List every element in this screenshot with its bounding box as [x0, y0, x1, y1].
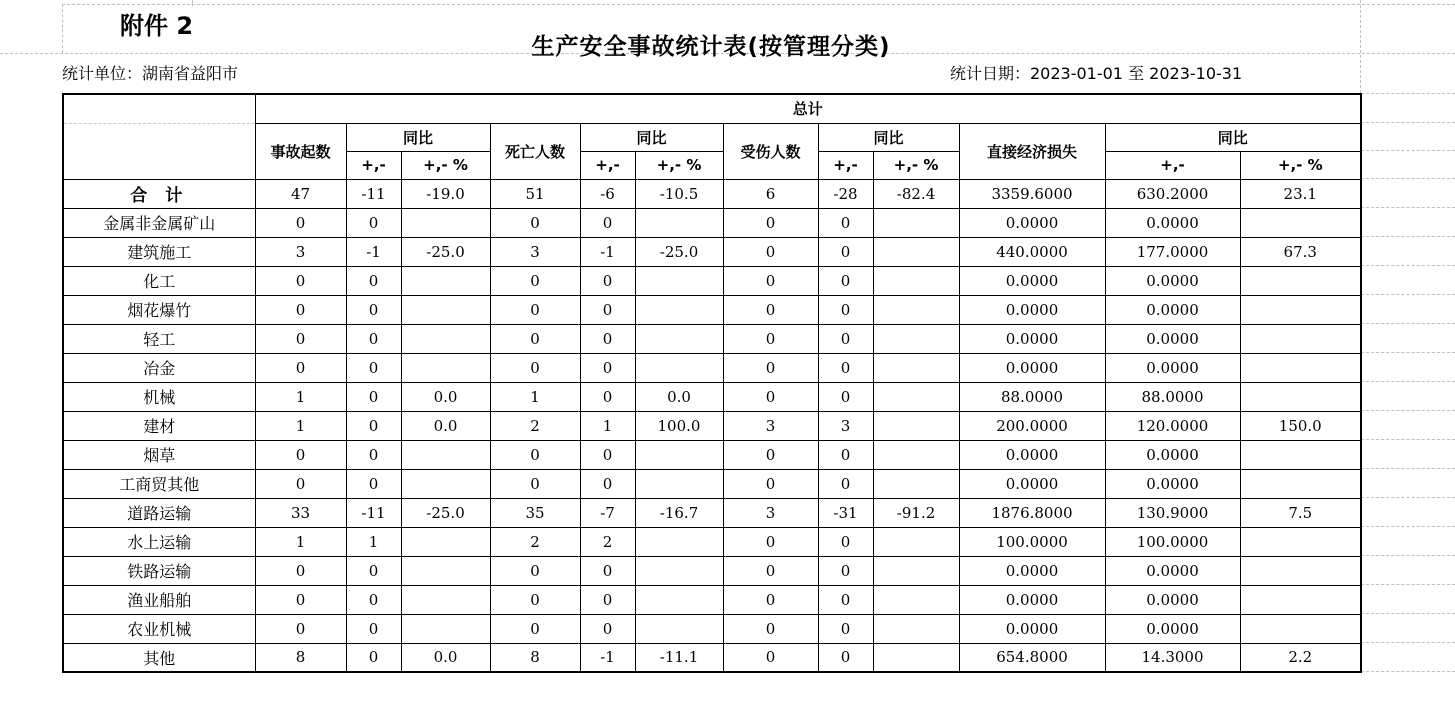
cell: 0: [723, 556, 818, 585]
yoy-header: 同比: [818, 123, 959, 151]
cell: -10.5: [635, 179, 723, 208]
row-gridline-extension: [1361, 323, 1455, 324]
cell: 0: [818, 353, 873, 382]
cell: [635, 556, 723, 585]
cell: 0.0000: [1105, 614, 1240, 643]
cell: 0: [346, 469, 401, 498]
cell: 0: [255, 585, 346, 614]
row-label: 化工: [63, 266, 255, 295]
table-row: [63, 237, 1361, 266]
cell: 0.0000: [959, 440, 1105, 469]
cell: 1876.8000: [959, 498, 1105, 527]
cell: 100.0: [635, 411, 723, 440]
cell: [1240, 614, 1361, 643]
cell: [1240, 353, 1361, 382]
cell: 0: [818, 527, 873, 556]
yoy-header: 同比: [346, 123, 490, 151]
yoy-pct-header: +,- %: [635, 151, 723, 179]
cell: 0: [346, 614, 401, 643]
cell: 51: [490, 179, 580, 208]
cell: 0: [818, 382, 873, 411]
cell: 0: [723, 585, 818, 614]
table-row: [63, 266, 1361, 295]
cell: [635, 614, 723, 643]
row-label: 其他: [63, 643, 255, 672]
row-label: 轻工: [63, 324, 255, 353]
cell: 2: [580, 527, 635, 556]
cell: 0.0000: [1105, 585, 1240, 614]
row-label: 渔业船舶: [63, 585, 255, 614]
cell: 3: [723, 498, 818, 527]
cell: [401, 353, 490, 382]
table-row: [63, 179, 1361, 208]
cell: [635, 266, 723, 295]
row-label: 建材: [63, 411, 255, 440]
cell: -11: [346, 498, 401, 527]
cell: [635, 469, 723, 498]
cell: 0: [580, 440, 635, 469]
cell: 3: [818, 411, 873, 440]
metric-header-injuries: 受伤人数: [723, 123, 818, 179]
cell: [401, 469, 490, 498]
table-row: [63, 440, 1361, 469]
cell: [873, 324, 959, 353]
cell: [401, 585, 490, 614]
yoy-pct-header: +,- %: [401, 151, 490, 179]
cell: [635, 527, 723, 556]
cell: 7.5: [1240, 498, 1361, 527]
cell: [873, 440, 959, 469]
row-gridline-extension: [1361, 642, 1455, 643]
cell: [1240, 266, 1361, 295]
cell: [873, 295, 959, 324]
yoy-diff-header: +,-: [1105, 151, 1240, 179]
cell: 0: [346, 208, 401, 237]
row-gridline-extension: [1361, 236, 1455, 237]
row-gridline-extension: [1361, 410, 1455, 411]
cell: 0: [818, 643, 873, 672]
cell: 0: [490, 353, 580, 382]
metric-header-accidents: 事故起数: [255, 123, 346, 179]
table-row: [63, 382, 1361, 411]
cell: [401, 324, 490, 353]
cell: 33: [255, 498, 346, 527]
cell: -1: [346, 237, 401, 266]
cell: -7: [580, 498, 635, 527]
cell: 0: [580, 382, 635, 411]
cell: -19.0: [401, 179, 490, 208]
cell: [401, 614, 490, 643]
cell: 0: [346, 266, 401, 295]
yoy-pct-header: +,- %: [1240, 151, 1361, 179]
yoy-diff-header: +,-: [346, 151, 401, 179]
row-label: 建筑施工: [63, 237, 255, 266]
yoy-header: 同比: [1105, 123, 1361, 151]
cell: [873, 411, 959, 440]
cell: 0: [490, 469, 580, 498]
cell: [401, 208, 490, 237]
cell: [635, 440, 723, 469]
cell: 0: [346, 324, 401, 353]
cell: -25.0: [401, 237, 490, 266]
cell: 0: [255, 556, 346, 585]
page-break-dash-in-cell: [64, 123, 255, 124]
cell: 1: [490, 382, 580, 411]
cell: 0: [255, 295, 346, 324]
category-column-header: [63, 94, 255, 179]
cell: 0.0000: [959, 324, 1105, 353]
cell: 0: [723, 324, 818, 353]
cell: 1: [346, 527, 401, 556]
cell: 88.0000: [959, 382, 1105, 411]
cell: 2: [490, 411, 580, 440]
cell: [635, 324, 723, 353]
cell: [1240, 527, 1361, 556]
cell: -91.2: [873, 498, 959, 527]
cell: 3: [490, 237, 580, 266]
cell: 0: [723, 237, 818, 266]
cell: 0: [255, 469, 346, 498]
cell: 0: [255, 208, 346, 237]
cell: [873, 469, 959, 498]
cell: 0: [580, 556, 635, 585]
stats-unit-label: 统计单位：湖南省益阳市: [62, 64, 239, 83]
cell: 47: [255, 179, 346, 208]
cell: [873, 556, 959, 585]
cell: 0: [490, 440, 580, 469]
cell: -25.0: [401, 498, 490, 527]
cell: 0.0000: [959, 614, 1105, 643]
cell: 0.0000: [1105, 266, 1240, 295]
table-row: [63, 556, 1361, 585]
cell: 0: [580, 324, 635, 353]
row-gridline-extension: [1361, 381, 1455, 382]
row-gridline-extension: [1361, 613, 1455, 614]
statistics-table: [62, 93, 1362, 673]
cell: 0: [818, 585, 873, 614]
cell: 0: [490, 585, 580, 614]
cell: 2: [490, 527, 580, 556]
cell: 0: [818, 614, 873, 643]
yoy-pct-header: +,- %: [873, 151, 959, 179]
row-gridline-extension: [1361, 207, 1455, 208]
cell: 440.0000: [959, 237, 1105, 266]
row-gridline-extension: [1361, 468, 1455, 469]
cell: 0: [818, 440, 873, 469]
metric-header-economic-loss: 直接经济损失: [959, 123, 1105, 179]
total-span-header: 总计: [255, 94, 1361, 123]
row-label: 冶金: [63, 353, 255, 382]
cell: [873, 237, 959, 266]
cell: 630.2000: [1105, 179, 1240, 208]
table-row: [63, 411, 1361, 440]
cell: 3: [723, 411, 818, 440]
row-gridline-extension: [1361, 294, 1455, 295]
cell: 0: [346, 643, 401, 672]
yoy-header: 同比: [580, 123, 723, 151]
cell: 0: [723, 614, 818, 643]
cell: 0: [723, 295, 818, 324]
cell: 1: [580, 411, 635, 440]
cell: 0.0000: [959, 556, 1105, 585]
cell: 0: [346, 411, 401, 440]
cell: 0: [255, 266, 346, 295]
cell: 6: [723, 179, 818, 208]
cell: 150.0: [1240, 411, 1361, 440]
cell: [873, 208, 959, 237]
row-label: 机械: [63, 382, 255, 411]
cell: -1: [580, 237, 635, 266]
cell: 0: [580, 585, 635, 614]
cell: 1: [255, 411, 346, 440]
cell: [401, 527, 490, 556]
cell: [635, 353, 723, 382]
cell: 0.0000: [959, 353, 1105, 382]
table-row: [63, 585, 1361, 614]
row-gridline-extension: [1361, 526, 1455, 527]
cell: 0: [580, 295, 635, 324]
cell: 0.0000: [1105, 440, 1240, 469]
cell: 0: [255, 440, 346, 469]
cell: 0: [818, 324, 873, 353]
cell: [1240, 324, 1361, 353]
cell: -25.0: [635, 237, 723, 266]
cell: [1240, 469, 1361, 498]
cell: [873, 353, 959, 382]
cell: 0.0000: [959, 295, 1105, 324]
cell: 2.2: [1240, 643, 1361, 672]
row-label: 道路运输: [63, 498, 255, 527]
cell: 0: [346, 295, 401, 324]
row-label: 合 计: [63, 179, 255, 208]
cell: 14.3000: [1105, 643, 1240, 672]
cell: -11.1: [635, 643, 723, 672]
cell: 0: [346, 585, 401, 614]
page-break-line-right: [1360, 0, 1361, 93]
yoy-diff-header: +,-: [580, 151, 635, 179]
cell: 0: [346, 382, 401, 411]
cell: [401, 295, 490, 324]
cell: [1240, 585, 1361, 614]
cell: [1240, 440, 1361, 469]
cell: -6: [580, 179, 635, 208]
table-row: [63, 643, 1361, 672]
table-row: [63, 295, 1361, 324]
row-gridline-extension: [1361, 555, 1455, 556]
metric-header-deaths: 死亡人数: [490, 123, 580, 179]
row-gridline-extension: [1361, 584, 1455, 585]
cell: [401, 266, 490, 295]
yoy-diff-header: +,-: [818, 151, 873, 179]
cell: 654.8000: [959, 643, 1105, 672]
cell: 0: [255, 324, 346, 353]
cell: 0.0000: [959, 469, 1105, 498]
cell: 0: [580, 614, 635, 643]
cell: 0: [818, 266, 873, 295]
cell: [1240, 556, 1361, 585]
cell: 0.0000: [1105, 324, 1240, 353]
cell: 0.0: [401, 643, 490, 672]
table-row: [63, 353, 1361, 382]
row-gridline-extension: [1361, 265, 1455, 266]
cell: [873, 382, 959, 411]
cell: 0.0: [635, 382, 723, 411]
cell: 0.0000: [1105, 556, 1240, 585]
cell: [873, 266, 959, 295]
table-row: [63, 527, 1361, 556]
cell: 0: [490, 614, 580, 643]
cell: -31: [818, 498, 873, 527]
stats-date-label: 统计日期：2023-01-01 至 2023-10-31: [950, 64, 1243, 83]
cell: 0: [818, 237, 873, 266]
row-label: 农业机械: [63, 614, 255, 643]
cell: [401, 556, 490, 585]
cell: -16.7: [635, 498, 723, 527]
row-gridline-extension: [1361, 671, 1455, 672]
cell: 67.3: [1240, 237, 1361, 266]
cell: [873, 614, 959, 643]
cell: 0: [580, 208, 635, 237]
row-label: 烟花爆竹: [63, 295, 255, 324]
cell: 0.0000: [959, 208, 1105, 237]
table-row: [63, 469, 1361, 498]
row-gridline-extension: [1361, 178, 1455, 179]
row-label: 水上运输: [63, 527, 255, 556]
cell: 130.9000: [1105, 498, 1240, 527]
cell: 3: [255, 237, 346, 266]
cell: 100.0000: [959, 527, 1105, 556]
page-break-line-top: [62, 4, 1455, 5]
cell: 0: [490, 295, 580, 324]
cell: 0: [818, 295, 873, 324]
cell: 3359.6000: [959, 179, 1105, 208]
row-gridline-extension: [1361, 150, 1455, 151]
cell: -11: [346, 179, 401, 208]
table-row: [63, 324, 1361, 353]
cell: 0: [255, 614, 346, 643]
cell: [635, 585, 723, 614]
table-row: [63, 614, 1361, 643]
cell: 1: [255, 527, 346, 556]
cell: -28: [818, 179, 873, 208]
cell: [1240, 295, 1361, 324]
cell: 8: [255, 643, 346, 672]
cell: 200.0000: [959, 411, 1105, 440]
cell: 0.0000: [959, 585, 1105, 614]
cell: 100.0000: [1105, 527, 1240, 556]
cell: [873, 643, 959, 672]
row-label: 铁路运输: [63, 556, 255, 585]
cell: 0: [490, 324, 580, 353]
cell: 0.0000: [1105, 353, 1240, 382]
cell: 0: [818, 208, 873, 237]
table-row: [63, 208, 1361, 237]
cell: 0: [490, 208, 580, 237]
cell: 88.0000: [1105, 382, 1240, 411]
table-row: [63, 498, 1361, 527]
cell: 23.1: [1240, 179, 1361, 208]
cell: 177.0000: [1105, 237, 1240, 266]
cell: 0.0000: [1105, 208, 1240, 237]
cell: 0: [723, 353, 818, 382]
cell: 0: [818, 469, 873, 498]
cell: [635, 295, 723, 324]
row-gridline-extension: [1361, 352, 1455, 353]
cell: 0: [723, 643, 818, 672]
cell: 0.0000: [1105, 295, 1240, 324]
cell: 0: [490, 266, 580, 295]
cell: -1: [580, 643, 635, 672]
cell: 0: [346, 556, 401, 585]
row-gridline-extension: [1361, 122, 1455, 123]
cell: 8: [490, 643, 580, 672]
row-gridline-extension: [1361, 497, 1455, 498]
cell: 0: [723, 266, 818, 295]
cell: 0: [818, 556, 873, 585]
cell: 0: [580, 353, 635, 382]
row-label: 金属非金属矿山: [63, 208, 255, 237]
cell: -82.4: [873, 179, 959, 208]
attachment-label: 附件 2: [120, 12, 194, 40]
cell: 0: [346, 440, 401, 469]
row-gridline-extension: [1361, 93, 1455, 94]
cell: [873, 585, 959, 614]
cell: 0: [723, 469, 818, 498]
cell: 0.0000: [959, 266, 1105, 295]
cell: 0: [346, 353, 401, 382]
cell: 1: [255, 382, 346, 411]
cell: 0: [255, 353, 346, 382]
cell: 0.0000: [1105, 469, 1240, 498]
cell: [401, 440, 490, 469]
cell: 0.0: [401, 382, 490, 411]
cell: 0: [580, 469, 635, 498]
page-title: 生产安全事故统计表(按管理分类): [531, 34, 891, 60]
cell: [1240, 382, 1361, 411]
cell: 0.0: [401, 411, 490, 440]
cell: 0: [723, 382, 818, 411]
cell: [873, 527, 959, 556]
cell: [1240, 208, 1361, 237]
cell: 0: [580, 266, 635, 295]
row-label: 工商贸其他: [63, 469, 255, 498]
row-label: 烟草: [63, 440, 255, 469]
cell: 120.0000: [1105, 411, 1240, 440]
cell: 0: [723, 527, 818, 556]
row-gridline-extension: [1361, 439, 1455, 440]
cell: [635, 208, 723, 237]
cell: 35: [490, 498, 580, 527]
cell: 0: [490, 556, 580, 585]
cell: 0: [723, 208, 818, 237]
cell: 0: [723, 440, 818, 469]
